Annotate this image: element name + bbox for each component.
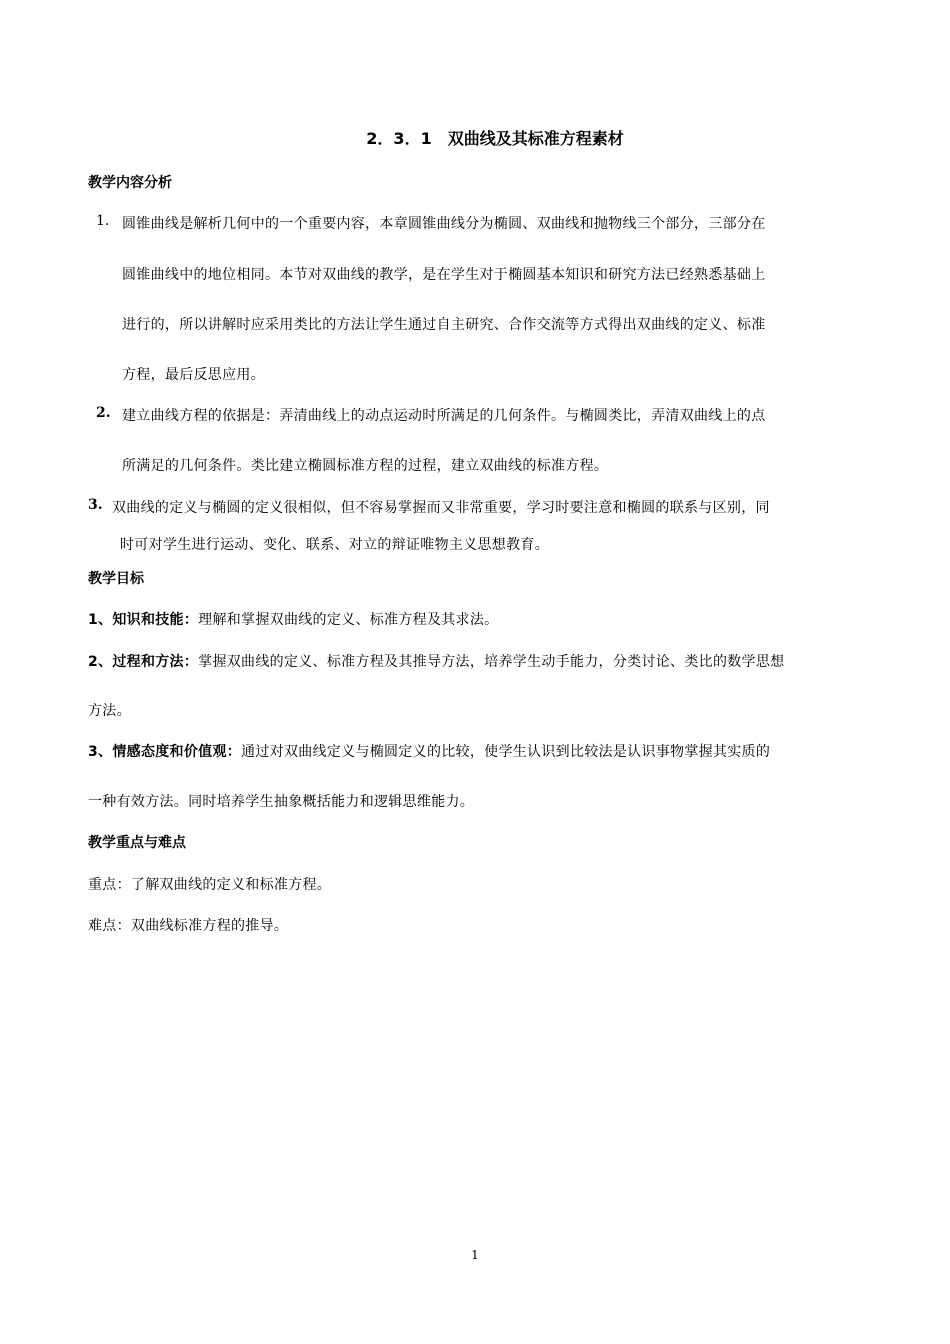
paragraph-line: 方程，最后反思应用。 (122, 367, 265, 383)
paragraph-line: 圆锥曲线中的地位相同。本节对双曲线的教学，是在学生对于椭圆基本知识和研究方法已经熟悉基础上 (122, 267, 766, 283)
list-item-number: 3. (88, 497, 103, 513)
paragraph-line: 时可对学生进行运动、变化、联系、对立的辩证唯物主义思想教育。 (120, 537, 549, 553)
paragraph-line: 建立曲线方程的依据是：弄清曲线上的动点运动时所满足的几何条件。与椭圆类比，弄清双曲线上的点 (122, 408, 766, 424)
paragraph-line: 圆锥曲线是解析几何中的一个重要内容，本章圆锥曲线分为椭圆、双曲线和抛物线三个部分，三部分在 (122, 216, 766, 232)
goal-knowledge (88, 609, 498, 629)
paragraph-line: 双曲线的定义与椭圆的定义很相似，但不容易掌握而又非常重要，学习时要注意和椭圆的联系与区别，同 (112, 500, 770, 516)
document-title: 2．3．1 双曲线及其标准方程素材 (366, 129, 624, 148)
goal-text: 通过对双曲线定义与椭圆定义的比较，使学生认识到比较法是认识事物掌握其实质的 (241, 744, 771, 760)
goal-label: 3、情感态度和价值观： (88, 744, 242, 760)
section-heading-teaching-goals: 教学目标 (88, 571, 144, 587)
list-item-number: 2. (96, 405, 111, 421)
goal-label: 1、知识和技能： (88, 612, 199, 628)
list-item-number: 1. (96, 213, 110, 229)
goal-attitude (88, 741, 770, 761)
section-heading-key-points: 教学重点与难点 (88, 835, 186, 851)
goal-process (88, 651, 784, 671)
key-point-text: 重点：了解双曲线的定义和标准方程。 (88, 877, 332, 893)
goal-label: 2、过程和方法： (88, 654, 199, 670)
goal-text-continued: 方法。 (88, 703, 131, 719)
section-heading-content-analysis: 教学内容分析 (88, 175, 172, 191)
difficulty-text: 难点：双曲线标准方程的推导。 (88, 918, 289, 934)
paragraph-line: 进行的，所以讲解时应采用类比的方法让学生通过自主研究、合作交流等方式得出双曲线的定义、标准 (122, 317, 766, 333)
page-number: 1 (471, 1248, 479, 1262)
paragraph-line: 所满足的几何条件。类比建立椭圆标准方程的过程，建立双曲线的标准方程。 (122, 458, 609, 474)
goal-text-continued: 一种有效方法。同时培养学生抽象概括能力和逻辑思维能力。 (88, 794, 475, 810)
goal-text: 理解和掌握双曲线的定义、标准方程及其求法。 (198, 612, 499, 628)
goal-text: 掌握双曲线的定义、标准方程及其推导方法，培养学生动手能力，分类讨论、类比的数学思想 (198, 654, 785, 670)
